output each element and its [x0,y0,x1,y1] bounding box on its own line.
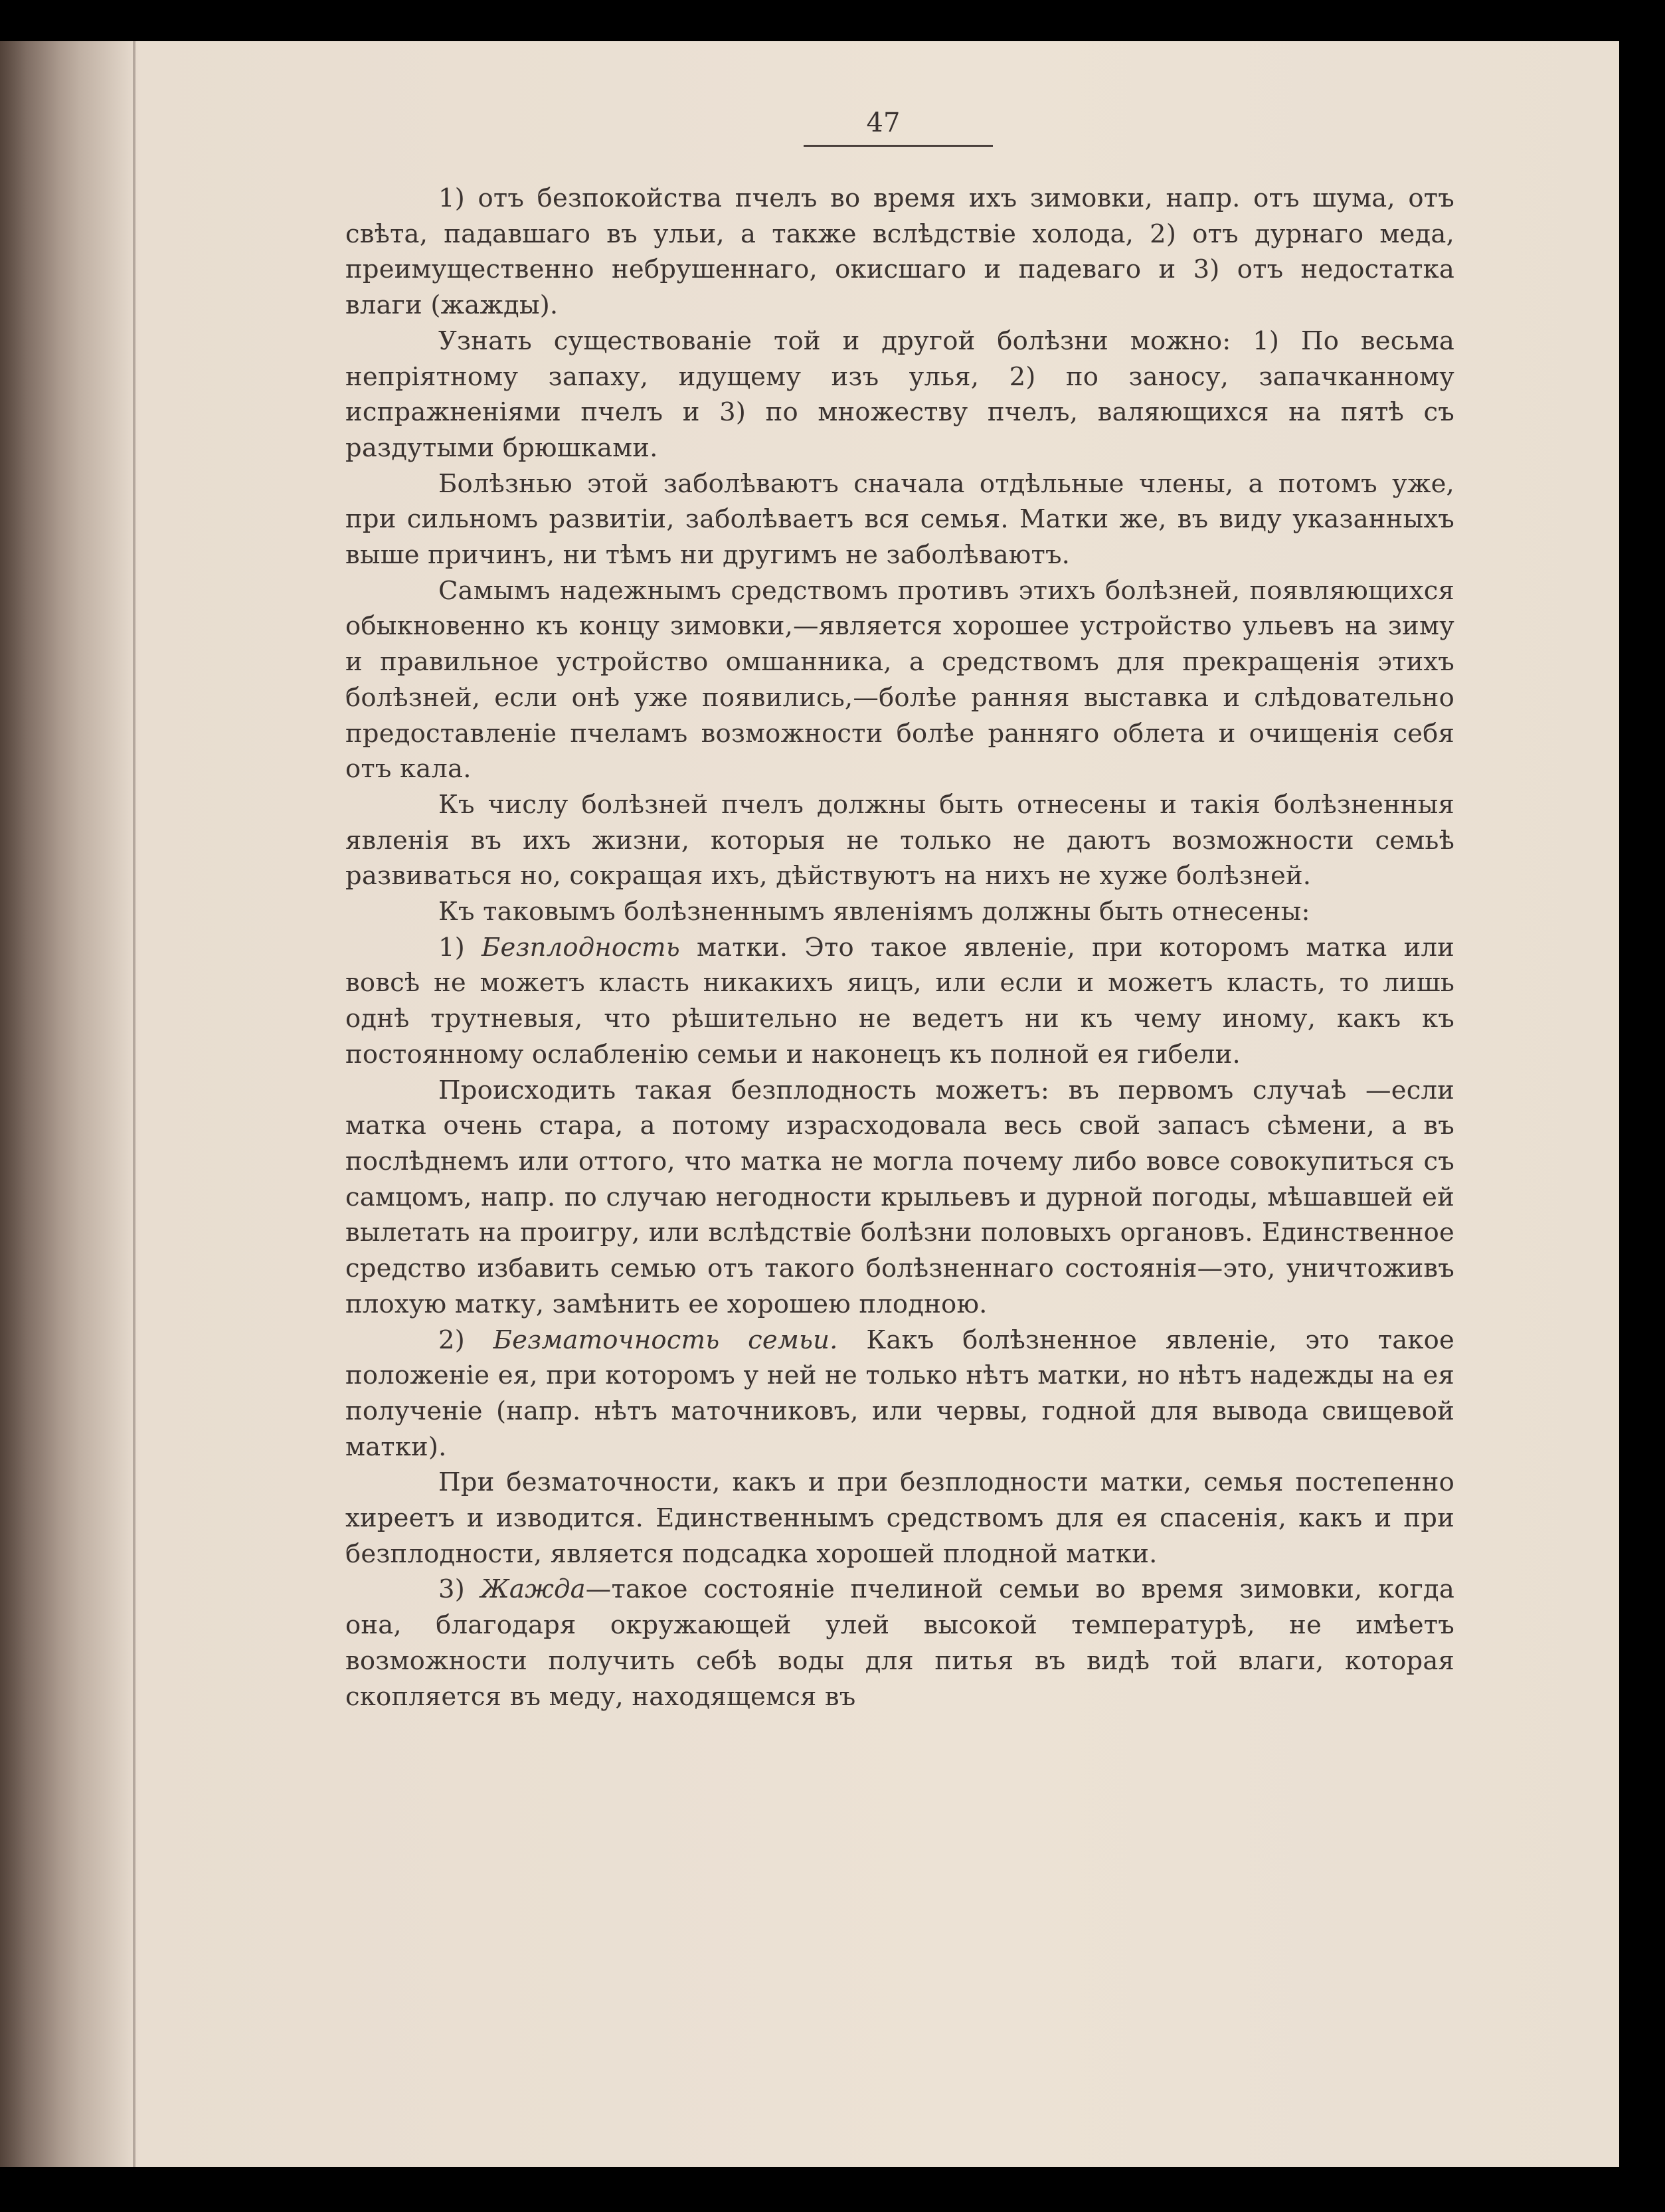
paragraph-text: Происходить такая безплодность можетъ: въ первомъ случаѣ —если матка очень стара, а потому израсходовала весь свой запасъ сѣмени, а въ послѣднемъ или оттого, что матка не могла почему либо вовсе совокупиться съ самцомъ, напр. по случаю негодности крыльевъ и дурной погоды, мѣшавшей ей вылетать на проигру, или вслѣдствіе болѣзни половыхъ органовъ. Единственное средство избавить семью отъ такого болѣзненнаго состоянія—это, уничтоживъ плохую матку, замѣнить ее хорошею плодною. [345,1075,1454,1319]
paragraph-text: Какъ болѣзненное явленіе, это такое положеніе ея, при которомъ у ней не только нѣтъ матки, но нѣтъ надежды на ея полученіе (напр. нѣтъ маточниковъ, или червы, годной для вывода свищевой матки). [345,1325,1454,1462]
paragraph-progression [345,466,1454,573]
scanned-page [0,41,1619,2167]
page-number-rule [804,145,993,147]
paragraph-text: 1) отъ безпокойства пчелъ во время ихъ зимовки, напр. отъ шума, отъ свѣта, падавшаго въ ульи, а также вслѣдствіе холода, 2) отъ дурнаго меда, преимущественно небрушеннаго, окисшаго и падеваго и 3) отъ недостатка влаги (жажды). [345,183,1454,321]
page-number: 47 [866,108,901,138]
paragraph-text: Къ числу болѣзней пчелъ должны быть отнесены и такія болѣзненныя явленія въ ихъ жизни, которыя не только не даютъ возможности семьѣ развиваться но, сокращая ихъ, дѣйствуютъ на нихъ не хуже болѣзней. [345,789,1454,891]
paragraph-text: —такое состояніе пчелиной семьи во время зимовки, когда она, благодаря окружающей улей высокой температурѣ, не имѣетъ возможности получить себѣ воды для питья въ видѣ той влаги, которая скопляется въ меду, находящемся въ [345,1574,1454,1712]
paragraph-text: Узнать существованіе той и другой болѣзни можно: 1) По весьма непріятному запаху, идущему изъ улья, 2) по заносу, запачканному испражненіями пчелъ и 3) по множеству пчелъ, валяющихся на пятѣ съ раздутыми брюшками. [345,325,1454,463]
paragraph-text: При безматочности, какъ и при безплодности матки, семья постепенно хиреетъ и изводится. Единственнымъ средствомъ для ея спасенія, какъ и при безплодности, является подсадка хорошей плодной матки. [345,1467,1454,1569]
paragraph-text: Самымъ надежнымъ средствомъ противъ этихъ болѣзней, появляющихся обыкновенно къ концу зимовки,—является хорошее устройство ульевъ на зиму и правильное устройство омшанника, а средствомъ для прекращенія этихъ болѣзней, если онѣ уже появились,—болѣе ранняя выставка и слѣдовательно предоставленіе пчеламъ возможности болѣе ранняго облета и очищенія себя отъ кала. [345,575,1454,784]
paragraph-remedy [345,573,1454,787]
paragraph-list-intro [345,894,1454,930]
paragraph-causes [345,181,1454,323]
term-thirst: Жажда [480,1574,586,1605]
list-number: 3) [438,1574,481,1605]
paragraph-thirst [345,1572,1454,1714]
term-queenlessness: Безматочность семьи. [493,1325,838,1355]
paragraph-text: Къ таковымъ болѣзненнымъ явленіямъ должны быть отнесены: [438,897,1310,927]
term-infertility: Безплодность [481,932,680,963]
binding-fold-line [133,41,135,2167]
paragraph-infertility [345,930,1454,1073]
paragraph-diagnosis [345,323,1454,466]
paragraph-queenlessness-remedy [345,1465,1454,1572]
list-number: 2) [438,1325,493,1355]
body-text [345,181,1454,1714]
paragraph-queenlessness [345,1323,1454,1465]
paragraph-infertility-causes [345,1073,1454,1323]
paragraph-text: Болѣзнью этой заболѣваютъ сначала отдѣльные члены, а потомъ уже, при сильномъ развитіи, заболѣваетъ вся семья. Матки же, въ виду указанныхъ выше причинъ, ни тѣмъ ни другимъ не заболѣваютъ. [345,468,1454,571]
paragraph-disease-phenomena [345,787,1454,894]
binding-gutter-shadow [0,41,139,2167]
list-number: 1) [438,932,482,963]
paragraph-text: матки. Это такое явленіе, при которомъ матка или вовсѣ не можетъ класть никакихъ яицъ, или если и можетъ класть, то лишь однѣ трутневыя, что рѣшительно не ведетъ ни къ чему иному, какъ къ постоянному ослабленію семьи и наконецъ къ полной ея гибели. [345,932,1454,1069]
